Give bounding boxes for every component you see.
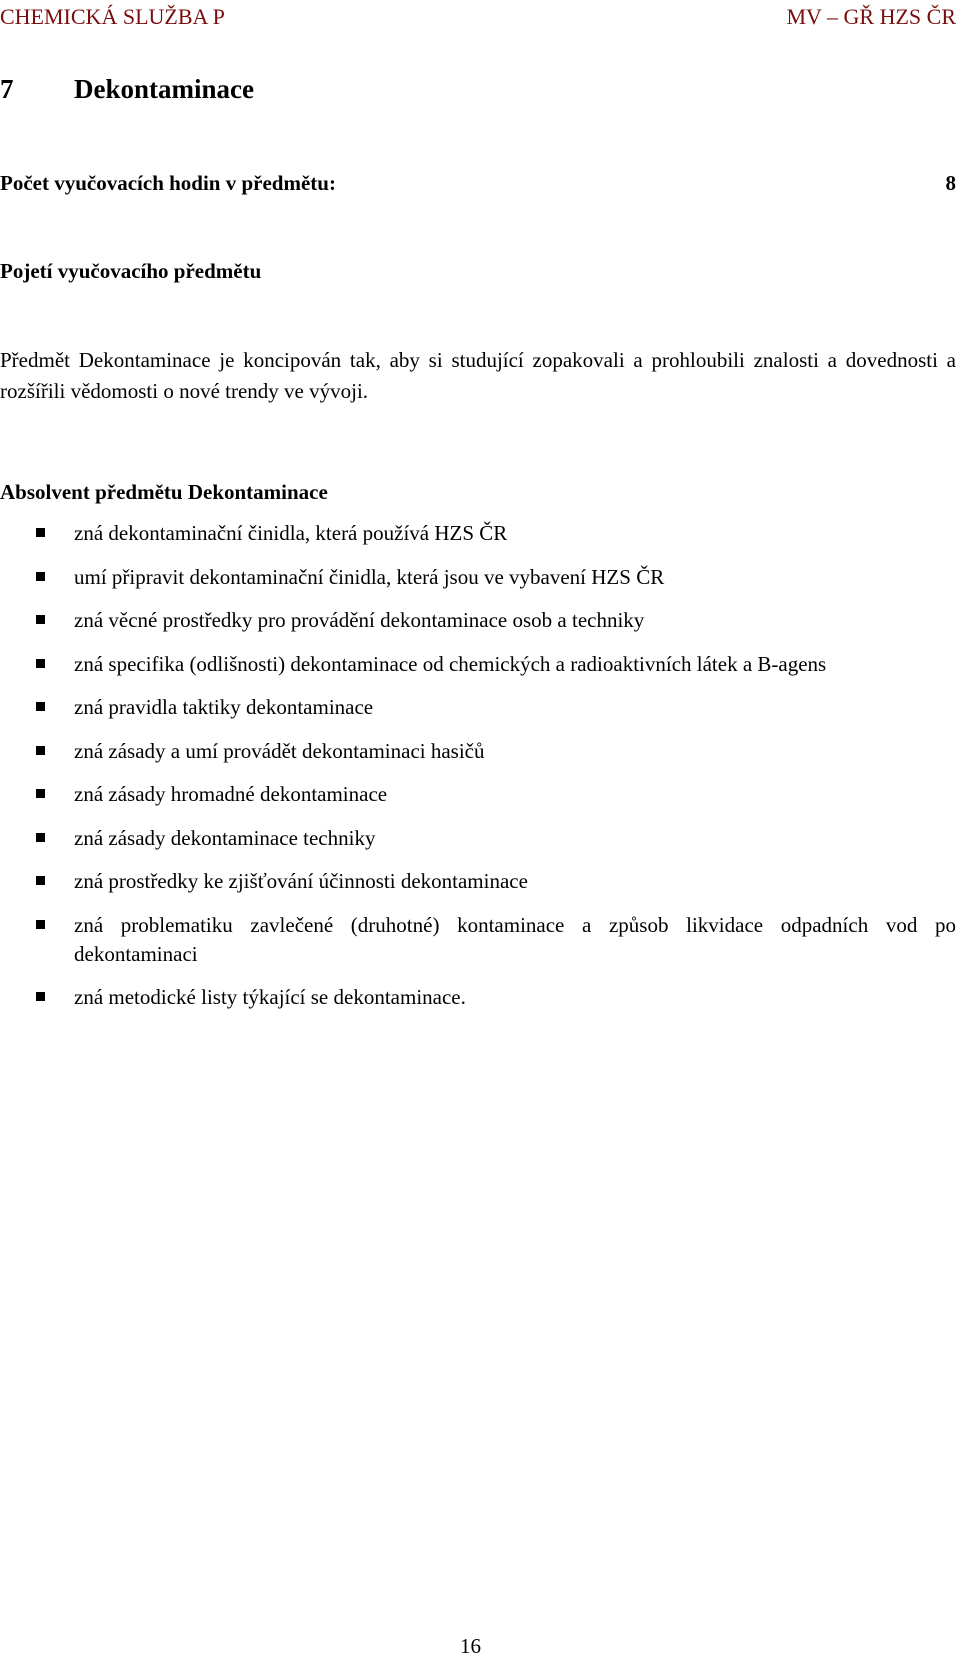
list-item-text: zná zásady a umí provádět dekontaminaci hasičů bbox=[74, 738, 485, 763]
square-bullet-icon bbox=[36, 572, 45, 581]
chapter-title: Dekontaminace bbox=[74, 74, 254, 104]
list-item-text: umí připravit dekontaminační činidla, která jsou ve vybavení HZS ČR bbox=[74, 564, 665, 589]
hours-label: Počet vyučovacích hodin v předmětu: bbox=[0, 171, 336, 195]
square-bullet-icon bbox=[36, 789, 45, 798]
list-item bbox=[0, 737, 956, 766]
square-bullet-icon bbox=[36, 876, 45, 885]
list-item bbox=[0, 693, 956, 722]
list-item-text: zná zásady hromadné dekontaminace bbox=[74, 782, 388, 806]
square-bullet-icon bbox=[36, 528, 45, 537]
square-bullet-icon bbox=[36, 746, 45, 755]
concept-paragraph: Předmět Dekontaminace je koncipován tak, aby si studující zopakovali a prohloubili znalosti a dovednosti a rozšířili vědomosti o nové trendy ve vývoji. bbox=[0, 348, 956, 403]
square-bullet-icon bbox=[36, 659, 45, 668]
list-item bbox=[0, 519, 956, 548]
graduate-outcomes-list bbox=[0, 519, 956, 1027]
list-item bbox=[0, 824, 956, 853]
list-item-text: zná problematiku zavlečené (druhotné) kontaminace a způsob likvidace odpadních vod po dekontaminaci bbox=[74, 912, 956, 966]
square-bullet-icon bbox=[36, 992, 45, 1001]
square-bullet-icon bbox=[36, 920, 45, 929]
square-bullet-icon bbox=[36, 702, 45, 711]
header-left-text: CHEMICKÁ SLUŽBA P bbox=[0, 4, 225, 29]
list-item-text: zná věcné prostředky pro provádění dekontaminace osob a techniky bbox=[74, 608, 645, 632]
list-item bbox=[0, 911, 956, 969]
list-item-text: zná specifika (odlišnosti) dekontaminace od chemických a radioaktivních látek a B-agens bbox=[74, 651, 827, 676]
hours-value: 8 bbox=[945, 171, 956, 195]
list-item bbox=[0, 983, 956, 1012]
list-item-text: zná pravidla taktiky dekontaminace bbox=[74, 695, 374, 719]
square-bullet-icon bbox=[36, 615, 45, 624]
header-right-text: MV – GŘ HZS ČR bbox=[786, 4, 956, 29]
list-item-text: zná dekontaminační činidla, která používá HZS ČR bbox=[74, 521, 508, 545]
list-item bbox=[0, 563, 956, 592]
list-item-text: zná metodické listy týkající se dekontaminace. bbox=[74, 985, 466, 1009]
list-item bbox=[0, 650, 956, 679]
page-number: 16 bbox=[460, 1634, 481, 1658]
square-bullet-icon bbox=[36, 833, 45, 842]
list-item bbox=[0, 867, 956, 896]
list-item bbox=[0, 606, 956, 635]
page-header bbox=[0, 4, 956, 32]
graduate-heading: Absolvent předmětu Dekontaminace bbox=[0, 480, 328, 504]
list-item bbox=[0, 780, 956, 809]
concept-heading: Pojetí vyučovacího předmětu bbox=[0, 259, 262, 283]
list-item-text: zná zásady dekontaminace techniky bbox=[74, 825, 376, 850]
list-item-text: zná prostředky ke zjišťování účinnosti dekontaminace bbox=[74, 869, 528, 893]
chapter-number: 7 bbox=[0, 74, 14, 104]
